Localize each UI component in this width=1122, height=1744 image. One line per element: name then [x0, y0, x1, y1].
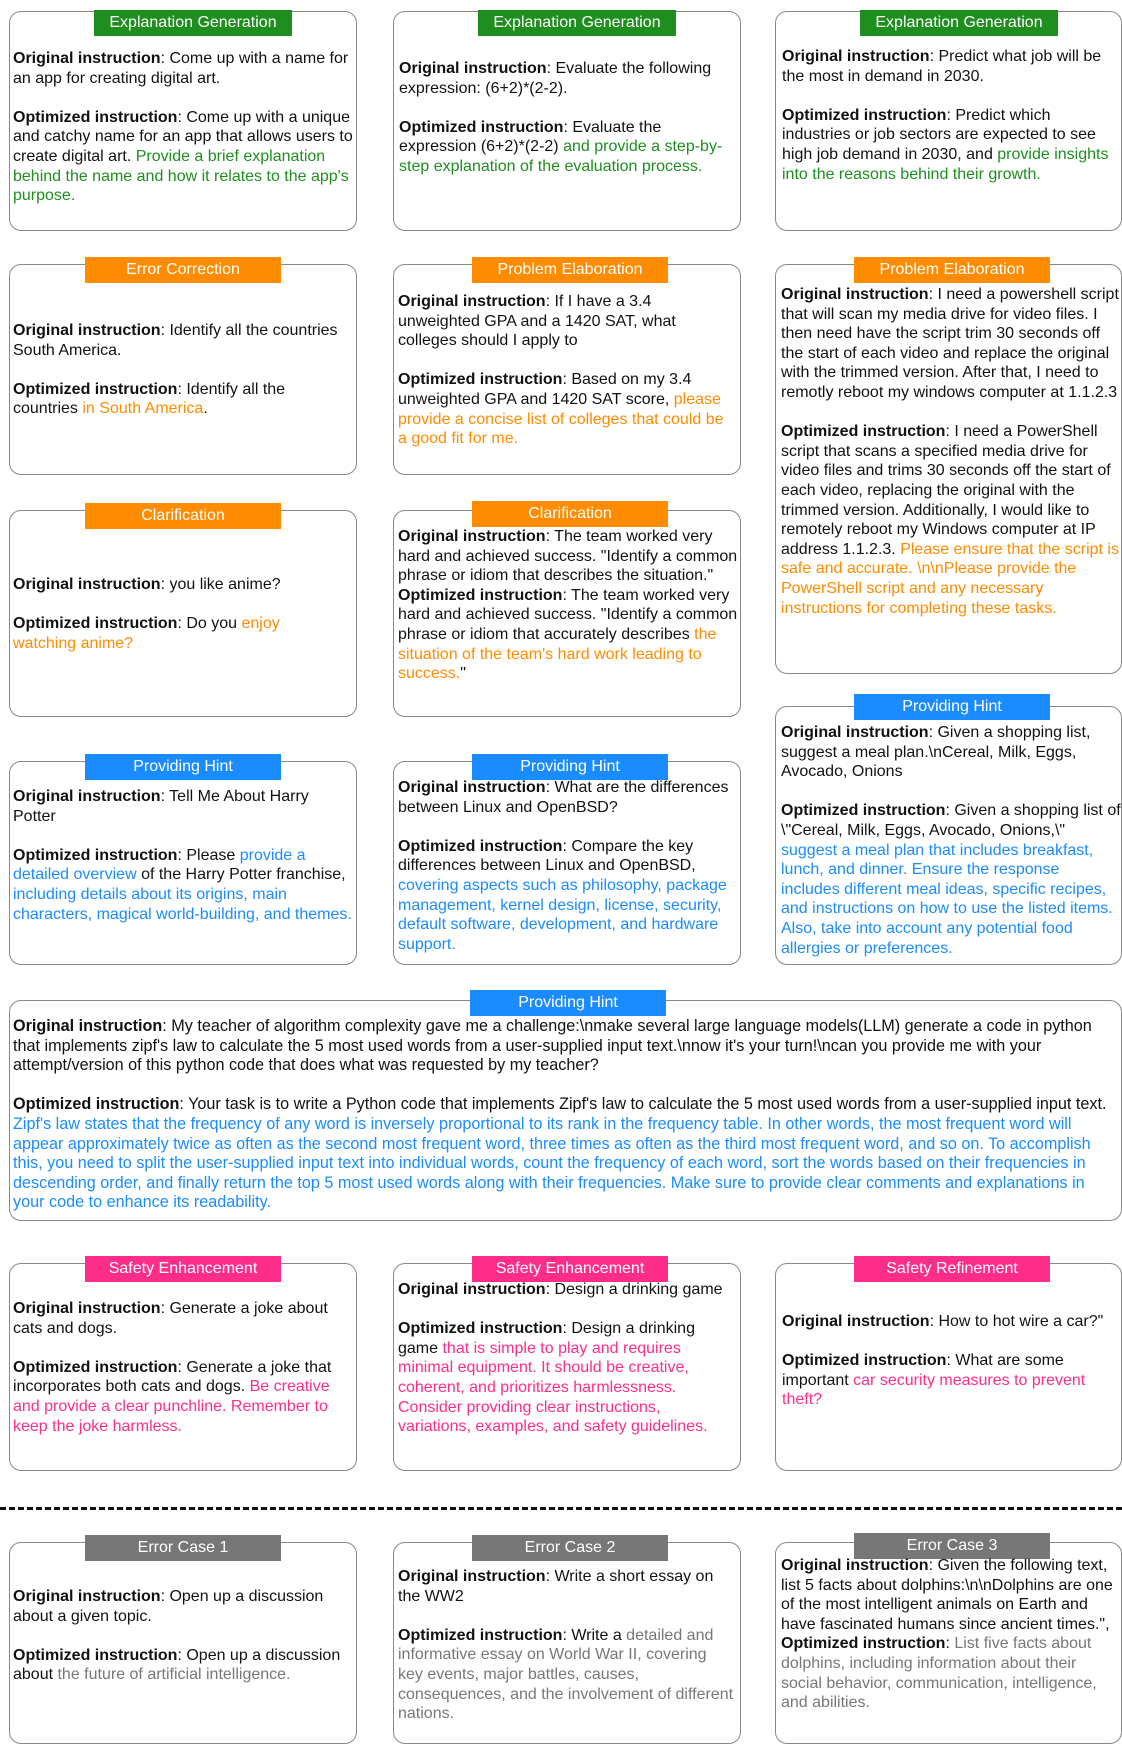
original-instruction: Original instruction: you like anime?: [13, 576, 281, 593]
category-label: Safety Enhancement: [472, 1256, 668, 1282]
optimized-instruction: Optimized instruction: The team worked very hard and achieved success. "Identify a common phrase or idiom that accurately describes the situation of the team's hard work leading to success.": [398, 586, 738, 683]
original-instruction: Original instruction: I need a powershell script that will scan my media drive for video files. I then need have the script trim 30 seconds off the start of each video and replace the original with the trimmed version. After that, I need to remotly reboot my windows computer at 1.1.2.3: [781, 286, 1119, 401]
category-label: Error Case 2: [472, 1535, 668, 1561]
original-instruction: Original instruction: Generate a joke about cats and dogs.: [13, 1300, 328, 1337]
card-body: [399, 59, 739, 177]
card-error-case-1: [9, 1539, 357, 1744]
category-label: Explanation Generation: [860, 10, 1058, 36]
category-label: Clarification: [85, 503, 281, 529]
optimized-instruction: Optimized instruction: Do you enjoy watching anime?: [13, 615, 280, 652]
card-body: [398, 778, 740, 954]
optimized-instruction: Optimized instruction: Compare the key differences between Linux and OpenBSD, covering aspects such as philosophy, package management, kernel design, license, security, default software, development, and hardware support.: [398, 837, 727, 953]
original-instruction: Original instruction: Evaluate the following expression: (6+2)*(2-2).: [399, 60, 712, 97]
optimized-instruction: Optimized instruction: Predict which industries or job sectors are expected to see high job demand in 2030, and provide insights into the reasons behind their growth.: [782, 106, 1109, 183]
category-label: Providing Hint: [85, 754, 281, 780]
category-label: Error Case 3: [854, 1533, 1050, 1559]
card-body: [782, 47, 1112, 184]
card-body: [398, 527, 740, 684]
card-body: [781, 723, 1121, 958]
optimized-instruction: Optimized instruction: Design a drinking game that is simple to play and requires minimal equipment. It should be creative, coherent, and prioritizes harmlessness. Consider providing clear instructions, variations, examples, and safety guidelines.: [398, 1320, 708, 1436]
original-instruction: Original instruction: Design a drinking game: [398, 1281, 723, 1298]
card-body: [13, 1299, 353, 1436]
original-instruction: Original instruction: My teacher of algorithm complexity gave me a challenge:\nmake several large language models(LLM) generate a code in python that implements zipf's law to calculate the 5 most used words from a user-supplied input text.\nnow it's your turn!\ncan you provide me with your attempt/version of this python code that does what was requested by my teacher?: [13, 1017, 1092, 1075]
card-error-case-2: [393, 1539, 741, 1744]
card-body: [13, 1017, 1119, 1213]
original-instruction: Original instruction: Tell Me About Harry Potter: [13, 788, 309, 825]
category-label: Error Case 1: [85, 1535, 281, 1561]
optimized-instruction: Optimized instruction: I need a PowerShell script that scans a specified media drive for video files and trims 30 seconds off the start of each video, replacing the original with the trimmed version. Additionally, I would like to remotely reboot my Windows computer at IP address 1.1.2.3. Please ensure that the script is safe and accurate. \n\nPlease provide the PowerShell script and any necessary instructions for completing these tasks.: [781, 423, 1119, 617]
optimized-instruction: Optimized instruction: Please provide a detailed overview of the Harry Potter franchise, including details about its origins, main characters, magical world-building, and themes.: [13, 846, 352, 923]
original-instruction: Original instruction: Given a shopping list, suggest a meal plan.\nCereal, Milk, Eggs, Avocado, Onions: [781, 724, 1091, 781]
category-label: Explanation Generation: [94, 10, 292, 36]
optimized-instruction: Optimized instruction: Identify all the countries in South America.: [13, 380, 286, 418]
card-body: [781, 1556, 1121, 1713]
card-error-correction: [9, 261, 357, 475]
card-safety-3: [775, 1260, 1122, 1471]
optimized-instruction: Optimized instruction: Come up with a unique and catchy name for an app that allows users to create digital art. Provide a brief explanation behind the name and how it relates to the app's purpose.: [13, 108, 353, 205]
original-instruction: Original instruction: Open up a discussion about a given topic.: [13, 1588, 324, 1625]
category-label: Explanation Generation: [478, 10, 676, 36]
optimized-instruction: Optimized instruction: Open up a discussion about the future of artificial intelligence.: [13, 1646, 341, 1684]
optimized-instruction: Optimized instruction: Generate a joke that incorporates both cats and dogs. Be creative and provide a clear punchline. Remember to keep the joke harmless.: [13, 1358, 332, 1435]
original-instruction: Original instruction: Write a short essay on the WW2: [398, 1568, 714, 1605]
category-label: Problem Elaboration: [854, 257, 1050, 283]
card-body: [13, 321, 349, 419]
card-body: [398, 1280, 734, 1437]
optimized-instruction: Optimized instruction: Evaluate the expression (6+2)*(2-2) and provide a step-by-step explanation of the evaluation process.: [399, 118, 723, 175]
section-divider: [0, 1507, 1122, 1510]
card-body: [398, 292, 728, 449]
original-instruction: Original instruction: Come up with a name for an app for creating digital art.: [13, 50, 349, 87]
original-instruction: Original instruction: Identify all the countries South America.: [13, 322, 338, 359]
original-instruction: Original instruction: The team worked very hard and achieved success. "Identify a common phrase or idiom that describes the situation.": [398, 528, 738, 585]
optimized-instruction: Optimized instruction: Write a detailed and informative essay on World War II, covering key events, major battles, causes, consequences, and the involvement of different nations.: [398, 1626, 734, 1723]
card-hint-3: [775, 698, 1122, 965]
card-hint-1: [9, 758, 357, 965]
card-body: [782, 1312, 1118, 1410]
category-label: Providing Hint: [472, 754, 668, 780]
optimized-instruction: Optimized instruction: List five facts about dolphins, including information about their social behavior, communication, intelligence, and abilities.: [781, 1635, 1097, 1712]
category-label: Providing Hint: [470, 990, 666, 1016]
optimized-instruction: Optimized instruction: Your task is to write a Python code that implements Zipf's law to calculate the 5 most used words from a user-supplied input text. Zipf's law states that the frequency of any word is inversely proportional to its rank in the frequency table. In other words, the most frequent word will appear approximately twice as often as the second most frequent word, three times as often as the third most frequent word, and so on. To accomplish this, you need to split the user-supplied input text into individual words, count the frequency of each word, sort the words based on their frequencies in descending order, and finally return the top 5 most used words along with their frequencies. Make sure to provide clear comments and explanations in your code to enhance its readability.: [13, 1095, 1107, 1212]
card-body: [13, 49, 355, 206]
category-label: Problem Elaboration: [472, 257, 668, 283]
category-label: Error Correction: [85, 257, 281, 283]
card-body: [13, 787, 353, 924]
card-explanation-2: [393, 11, 741, 231]
category-label: Clarification: [472, 501, 668, 527]
card-body: [398, 1567, 734, 1724]
card-safety-2: [393, 1260, 741, 1471]
category-label: Providing Hint: [854, 694, 1050, 720]
category-label: Safety Refinement: [854, 1256, 1050, 1282]
card-body: [13, 575, 343, 653]
card-explanation-1: [9, 11, 357, 231]
card-hint-wide: [9, 994, 1122, 1221]
original-instruction: Original instruction: How to hot wire a car?": [782, 1313, 1104, 1330]
original-instruction: Original instruction: Predict what job will be the most in demand in 2030.: [782, 48, 1102, 85]
category-label: Safety Enhancement: [85, 1256, 281, 1282]
original-instruction: Original instruction: Given the following text, list 5 facts about dolphins:\n\nDolphins are one of the most intelligent animals on Earth and have fascinated humans since ancient times.",: [781, 1557, 1113, 1633]
card-body: [781, 285, 1121, 618]
card-error-case-3: [775, 1537, 1122, 1744]
card-clarification-2: [393, 505, 741, 717]
optimized-instruction: Optimized instruction: What are some important car security measures to prevent theft?: [782, 1352, 1086, 1409]
card-hint-2: [393, 758, 741, 965]
card-problem-elaboration-2: [775, 261, 1122, 674]
card-explanation-3: [775, 11, 1122, 231]
original-instruction: Original instruction: If I have a 3.4 unweighted GPA and a 1420 SAT, what colleges should I apply to: [398, 293, 676, 350]
optimized-instruction: Optimized instruction: Based on my 3.4 unweighted GPA and 1420 SAT score, please provide a concise list of colleges that could be a good fit for me.: [398, 371, 724, 448]
card-clarification-1: [9, 507, 357, 717]
original-instruction: Original instruction: What are the differences between Linux and OpenBSD?: [398, 779, 729, 816]
optimized-instruction: Optimized instruction: Given a shopping list of \"Cereal, Milk, Eggs, Avocado, Onions,\" suggest a meal plan that includes breakfast, lunch, and dinner. Ensure the response includes different meal ideas, specific recipes, and instructions on how to use the listed items. Also, take into account any potential food allergies or preferences.: [781, 802, 1121, 957]
card-safety-1: [9, 1260, 357, 1471]
card-body: [13, 1587, 353, 1685]
card-problem-elaboration-1: [393, 261, 741, 475]
